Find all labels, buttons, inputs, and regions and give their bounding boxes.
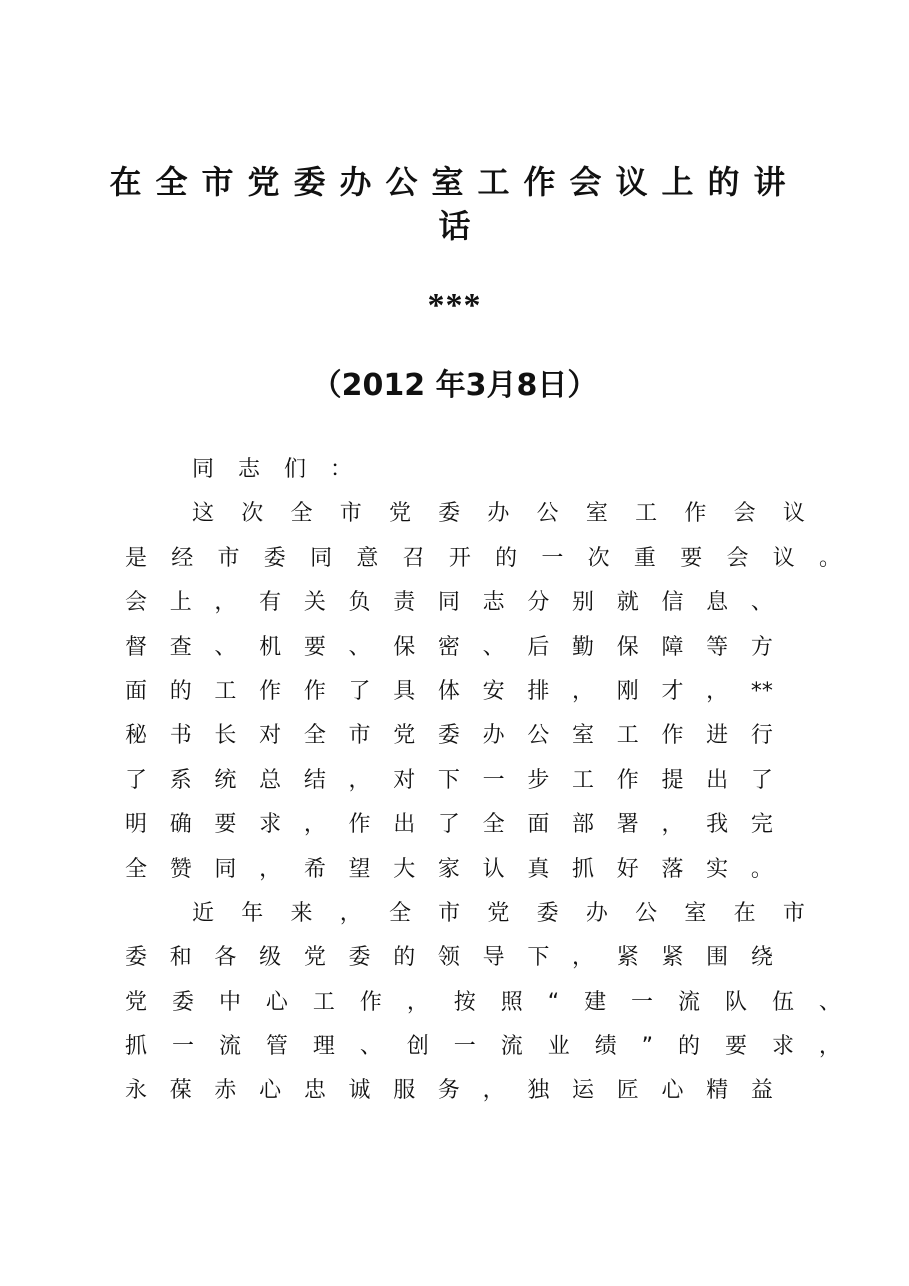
body-line: 是 经 市 委 同 意 召 开 的 一 次 重 要 会 议 。 <box>125 545 841 571</box>
body-line: 督 查 、 机 要 、 保 密 、 后 勤 保 障 等 方 <box>125 634 773 660</box>
body-line: 全 赞 同 ， 希 望 大 家 认 真 抓 好 落 实 。 <box>125 856 773 882</box>
body-line: 党 委 中 心 工 作 ， 按 照 “ 建 一 流 队 伍 、 <box>125 989 841 1015</box>
body-lines <box>125 492 841 1113</box>
body-line: 会 上 ， 有 关 负 责 同 志 分 别 就 信 息 、 <box>125 590 773 616</box>
author-name: *** <box>427 287 482 324</box>
body-line: 近 年 来 ， 全 市 党 委 办 公 室 在 市 <box>192 900 805 926</box>
body-line: 永 葆 赤 心 忠 诚 服 务 ， 独 运 匠 心 精 益 <box>125 1078 773 1104</box>
speech-date: （2012 年3月8日） <box>311 368 598 403</box>
speech-body <box>125 448 841 1114</box>
document-title-line-2: 话 <box>438 207 471 245</box>
body-line: 了 系 统 总 结 ， 对 下 一 步 工 作 提 出 了 <box>125 767 773 793</box>
body-line: 委 和 各 级 党 委 的 领 导 下 ， 紧 紧 围 绕 <box>125 945 773 971</box>
body-line: 面 的 工 作 作 了 具 体 安 排 ， 刚 才 ， ** <box>125 678 773 704</box>
body-line: 秘 书 长 对 全 市 党 委 办 公 室 工 作 进 行 <box>125 723 773 749</box>
body-line: 明 确 要 求 ， 作 出 了 全 面 部 署 ， 我 完 <box>125 812 773 838</box>
salutation: 同志们： <box>192 457 377 482</box>
body-line: 抓 一 流 管 理 、 创 一 流 业 绩 ” 的 要 求 ， <box>125 1034 841 1060</box>
document-title-line-1: 在全市党委办公室工作会议上的讲 <box>109 163 800 201</box>
body-line: 这 次 全 市 党 委 办 公 室 工 作 会 议 <box>192 501 805 527</box>
